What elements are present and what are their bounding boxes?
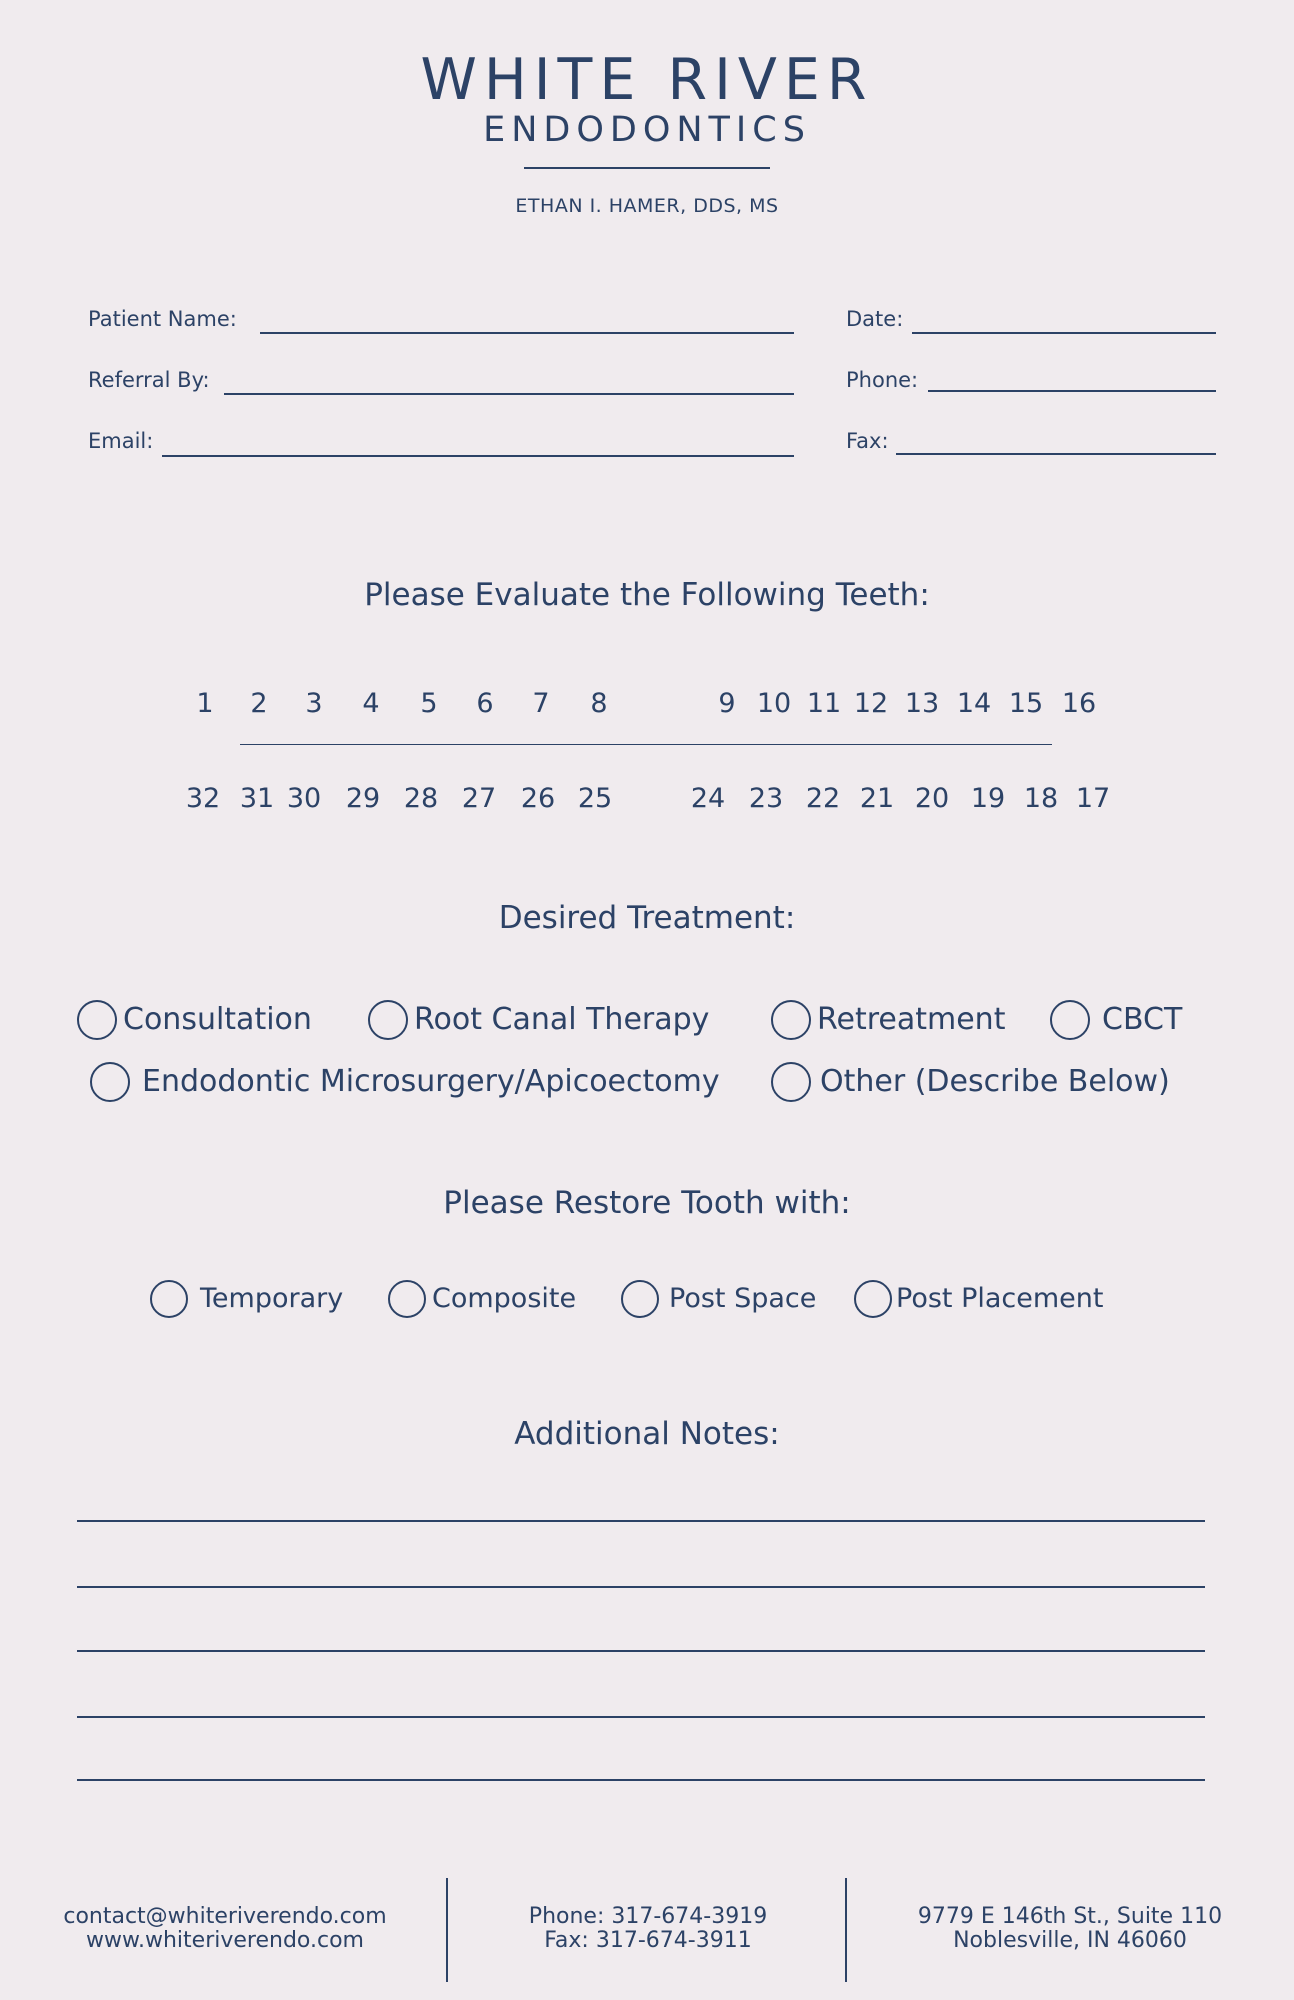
patient-name-label: Patient Name:	[88, 307, 237, 331]
option-label: CBCT	[1102, 1002, 1183, 1037]
tooth-29[interactable]: 29	[345, 783, 381, 814]
tooth-9[interactable]: 9	[718, 688, 736, 719]
tooth-1[interactable]: 1	[196, 688, 214, 719]
tooth-5[interactable]: 5	[420, 688, 438, 719]
option-composite[interactable]	[388, 1280, 576, 1318]
radio-circle-icon[interactable]	[854, 1280, 892, 1318]
referral-by-field[interactable]	[224, 393, 794, 395]
brand-subtitle: ENDODONTICS	[483, 110, 811, 150]
referral-by-label: Referral By:	[88, 368, 210, 392]
treatment-section-title: Desired Treatment:	[498, 900, 796, 936]
radio-circle-icon[interactable]	[150, 1280, 188, 1318]
tooth-7[interactable]: 7	[532, 688, 550, 719]
tooth-14[interactable]: 14	[956, 688, 992, 719]
tooth-4[interactable]: 4	[362, 688, 380, 719]
option-label: Composite	[432, 1283, 577, 1314]
email-field[interactable]	[162, 455, 794, 457]
option-cbct[interactable]	[1050, 1000, 1182, 1040]
tooth-3[interactable]: 3	[305, 688, 323, 719]
option-root-canal-therapy[interactable]	[368, 1000, 709, 1040]
tooth-13[interactable]: 13	[904, 688, 940, 719]
tooth-15[interactable]: 15	[1008, 688, 1044, 719]
notes-line[interactable]	[77, 1520, 1205, 1522]
phone-label: Phone:	[846, 368, 919, 392]
tooth-27[interactable]: 27	[461, 783, 497, 814]
option-label: Other (Describe Below)	[820, 1064, 1170, 1099]
option-endodontic-microsurgery[interactable]	[90, 1062, 720, 1102]
tooth-22[interactable]: 22	[805, 783, 841, 814]
header-divider	[524, 167, 770, 169]
footer-phone: Phone: 317-674-3919	[528, 1904, 768, 1929]
patient-name-field[interactable]	[260, 332, 794, 334]
notes-line[interactable]	[77, 1650, 1205, 1652]
tooth-2[interactable]: 2	[250, 688, 268, 719]
option-other[interactable]	[771, 1062, 1170, 1102]
option-post-placement[interactable]	[854, 1280, 1103, 1318]
fax-field[interactable]	[896, 453, 1216, 455]
email-label: Email:	[88, 429, 154, 453]
footer-email[interactable]: contact@whiteriverendo.com	[63, 1904, 387, 1929]
tooth-8[interactable]: 8	[590, 688, 608, 719]
tooth-10[interactable]: 10	[756, 688, 792, 719]
footer-address-line2: Noblesville, IN 46060	[953, 1928, 1187, 1953]
tooth-25[interactable]: 25	[577, 783, 613, 814]
radio-circle-icon[interactable]	[771, 1062, 811, 1102]
tooth-11[interactable]: 11	[806, 688, 842, 719]
notes-line[interactable]	[77, 1716, 1205, 1718]
tooth-28[interactable]: 28	[403, 783, 439, 814]
radio-circle-icon[interactable]	[388, 1280, 426, 1318]
phone-field[interactable]	[928, 390, 1216, 392]
tooth-26[interactable]: 26	[520, 783, 556, 814]
footer-phone-fax	[470, 1905, 826, 1953]
notes-line[interactable]	[77, 1586, 1205, 1588]
footer-address	[880, 1905, 1260, 1953]
doctor-name: ETHAN I. HAMER, DDS, MS	[515, 195, 779, 217]
option-consultation[interactable]	[77, 1000, 312, 1040]
radio-circle-icon[interactable]	[1050, 1000, 1090, 1040]
tooth-20[interactable]: 20	[914, 783, 950, 814]
restore-section-title: Please Restore Tooth with:	[443, 1185, 851, 1221]
tooth-24[interactable]: 24	[690, 783, 726, 814]
footer-fax: Fax: 317-674-3911	[544, 1928, 752, 1953]
option-label: Root Canal Therapy	[414, 1002, 710, 1037]
radio-circle-icon[interactable]	[368, 1000, 408, 1040]
date-label: Date:	[846, 307, 904, 331]
footer-divider	[845, 1878, 847, 1982]
option-label: Consultation	[123, 1002, 312, 1037]
tooth-19[interactable]: 19	[970, 783, 1006, 814]
footer-website[interactable]: www.whiteriverendo.com	[86, 1928, 364, 1953]
teeth-divider	[240, 744, 1052, 745]
brand-name: WHITE RIVER	[420, 47, 874, 113]
teeth-section-title: Please Evaluate the Following Teeth:	[364, 577, 930, 613]
tooth-16[interactable]: 16	[1061, 688, 1097, 719]
tooth-31[interactable]: 31	[239, 783, 275, 814]
footer-address-line1: 9779 E 146th St., Suite 110	[917, 1904, 1223, 1929]
radio-circle-icon[interactable]	[621, 1280, 659, 1318]
option-label: Endodontic Microsurgery/Apicoectomy	[142, 1064, 720, 1099]
tooth-21[interactable]: 21	[859, 783, 895, 814]
option-retreatment[interactable]	[771, 1000, 1005, 1040]
footer-contact	[40, 1905, 410, 1953]
tooth-17[interactable]: 17	[1075, 783, 1111, 814]
date-field[interactable]	[912, 332, 1216, 334]
option-label: Post Placement	[896, 1283, 1104, 1314]
tooth-30[interactable]: 30	[286, 783, 322, 814]
option-post-space[interactable]	[621, 1280, 816, 1318]
notes-line[interactable]	[77, 1779, 1205, 1781]
tooth-23[interactable]: 23	[748, 783, 784, 814]
tooth-6[interactable]: 6	[476, 688, 494, 719]
fax-label: Fax:	[846, 429, 889, 453]
radio-circle-icon[interactable]	[90, 1062, 130, 1102]
tooth-32[interactable]: 32	[185, 783, 221, 814]
radio-circle-icon[interactable]	[771, 1000, 811, 1040]
notes-section-title: Additional Notes:	[514, 1416, 780, 1452]
tooth-12[interactable]: 12	[853, 688, 889, 719]
option-label: Temporary	[200, 1283, 344, 1314]
radio-circle-icon[interactable]	[77, 1000, 117, 1040]
option-label: Retreatment	[817, 1002, 1006, 1037]
option-label: Post Space	[669, 1283, 817, 1314]
option-temporary[interactable]	[150, 1280, 343, 1318]
footer-divider	[446, 1878, 448, 1982]
tooth-18[interactable]: 18	[1023, 783, 1059, 814]
